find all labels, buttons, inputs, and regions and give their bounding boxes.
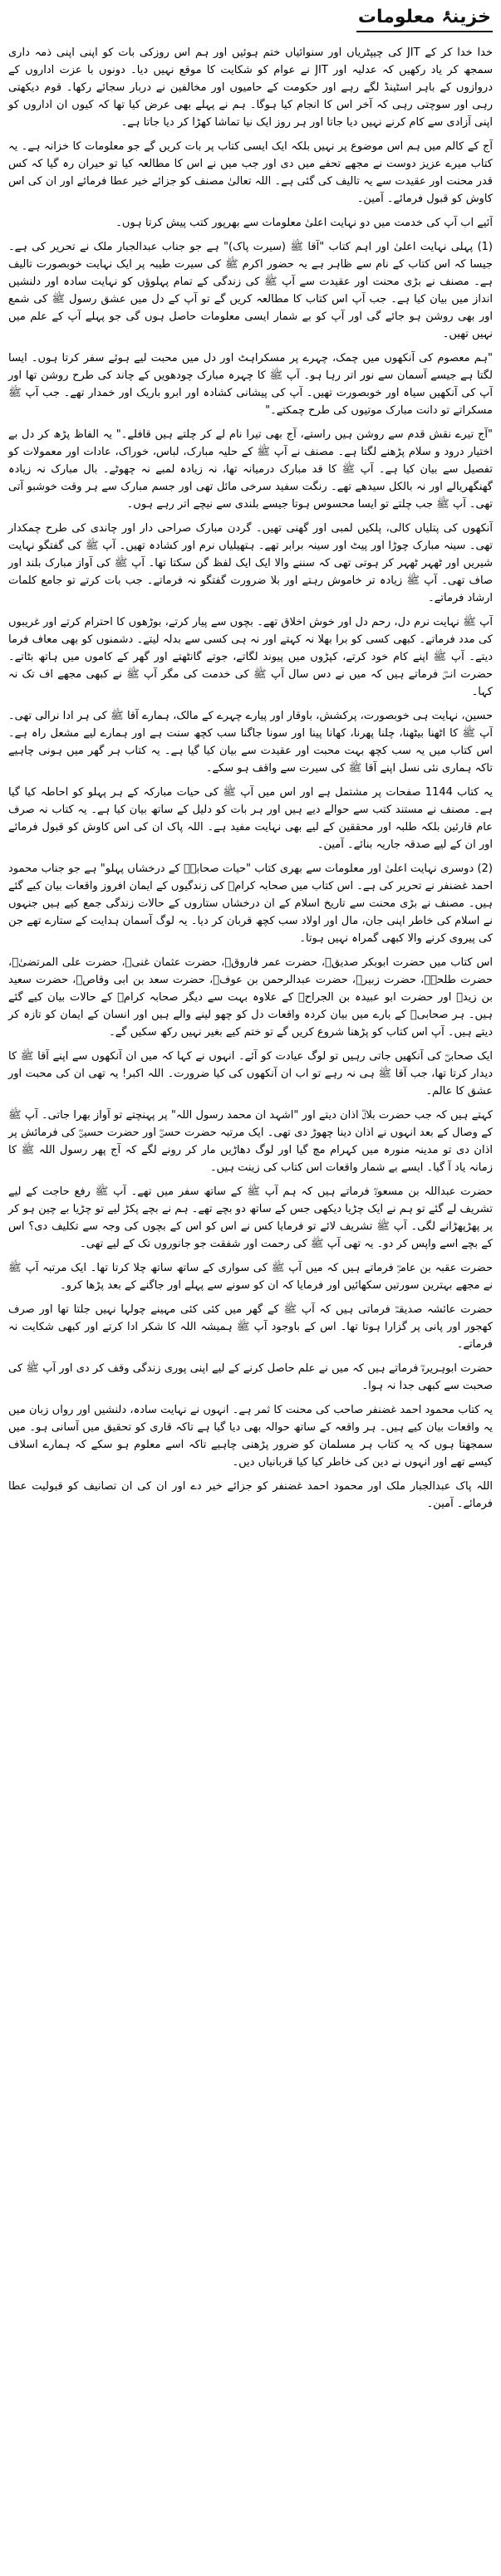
article-paragraph: اس کتاب میں حضرت ابوبکر صدیقؓ، حضرت عمر فاروقؓ، حضرت عثمان غنیؓ، حضرت علی المرتضیٰؓ، حضرت طلحہؓ، حضرت زبیرؓ، حضرت عبدالرحمن بن عوفؓ، حضرت سعد بن ابی وقاصؓ، حضرت سعید بن زیدؓ اور حضرت ابو عبیدہ بن الجراحؓ کے علاوہ بہت سے دیگر صحابہ کرامؓ کے حالات بیان کیے گئے ہیں۔ ہر صحابیؓ کے بارے میں بیان کردہ واقعات دل کو چھو لینے والے ہیں اور انسان کے ایمان کو تازہ کر دیتے ہیں۔ آپ اس کتاب کو پڑھنا شروع کریں گے تو ختم کیے بغیر نہیں رکھ سکیں گے۔ [8,956,493,1039]
article-paragraph: آپ ﷺ نہایت نرم دل، رحم دل اور خوش اخلاق تھے۔ بچوں سے پیار کرتے، بوڑھوں کا احترام کرتے اور غریبوں کی مدد فرماتے۔ کبھی کسی کو برا بھلا نہ کہتے اور نہ ہی کسی سے بدلہ لیتے۔ دشمنوں کو بھی معاف فرما دیتے۔ آپ ﷺ اپنے کام خود کرتے، کپڑوں میں پیوند لگاتے، جوتے گانٹھتے اور گھر کے کاموں میں ہاتھ بٹاتے۔ حضرت انسؓ فرماتے ہیں کہ میں نے دس سال آپ ﷺ کی خدمت کی مگر آپ ﷺ نے کبھی مجھے اف تک نہ کہا۔ [8,616,493,698]
article-paragraph: حضرت عقبہ بن عامرؓ فرماتے ہیں کہ میں آپ ﷺ کی سواری کے ساتھ ساتھ چلا کرتا تھا۔ ایک مرتبہ آپ ﷺ نے مجھے بہترین سورتیں سکھائیں اور فرمایا کہ ان کو سونے سے پہلے اور جاگنے کے بعد پڑھا کرو۔ [8,1262,493,1292]
article-paragraph: آج کے کالم میں ہم اس موضوع پر نہیں بلکہ ایک ایسی کتاب پر بات کریں گے جو معلومات کا خزانہ ہے۔ یہ کتاب میرے عزیز دوست نے مجھے تحفے میں دی اور جب میں نے اس کا مطالعہ کیا تو حیران رہ گیا کہ کس قدر محنت اور عقیدت سے یہ تالیف کی گئی ہے۔ اللہ تعالیٰ مصنف کو جزائے خیر عطا فرمائے اور ان کی اس کاوش کو قبول فرمائے۔ آمین۔ [8,140,493,205]
article-paragraph: اللہ پاک عبدالجبار ملک اور محمود احمد غضنفر کو جزائے خیر دے اور ان کی ان تصانیف کو قبولیت عطا فرمائے۔ آمین۔ [8,1480,493,1510]
article-paragraph: خدا خدا کر کے JIT کی چیپٹریاں اور سنوائیاں ختم ہوئیں اور ہم اس روزکی بات کو اپنی اپنی ذمہ داری سمجھ کر یاد رکھیں کہ عدلیہ اور JIT نے عوام کو شکایت کا موقع نہیں دیا۔ دونوں با عزت اداروں کے دروازوں کے باہر اسٹینڈ لگے رہے اور حکومت کے حامیوں اور مخالفین نے دربار سجائے رکھا۔ قوم دیکھتی رہی اور سوچتی رہی کہ آخر اس کا انجام کیا ہوگا۔ ہم نے پہلے بھی عرض کیا تھا کہ کیوں ان اداروں کو اپنی آزادی سے کام کرنے نہیں دیا جاتا اور ہر روز ایک نیا تماشا کھڑا کر دیا جاتا ہے۔ [8,46,493,129]
article-paragraph: حسین، نہایت ہی خوبصورت، پرکشش، باوقار اور پیارے چہرے کے مالک، ہمارے آقا ﷺ کی ہر ادا نرالی تھی۔ آپ ﷺ کا اٹھنا بیٹھنا، چلنا پھرنا، کھانا پینا اور سونا جاگنا سب کچھ سنت ہے اور ہمارے لیے مشعل راہ ہے۔ اس کتاب میں یہ سب کچھ بہت محبت اور عقیدت سے بیان کیا گیا ہے۔ یہ کتاب ہر گھر میں ہونی چاہیے تاکہ ہماری نئی نسل اپنے آقا ﷺ کی سیرت سے واقف ہو سکے۔ [8,710,493,775]
article-paragraph: یہ کتاب 1144 صفحات پر مشتمل ہے اور اس میں آپ ﷺ کی حیات مبارکہ کے ہر پہلو کو احاطہ کیا گیا ہے۔ مصنف نے مستند کتب سے حوالے دیے ہیں اور ہر بات کو دلیل کے ساتھ بیان کیا ہے۔ یہ کتاب نہ صرف عام قارئین بلکہ طلبہ اور محققین کے لیے بھی نہایت مفید ہے۔ اللہ پاک ان کی اس کاوش کو قبول فرمائے اور ان کے لیے صدقہ جاریہ بنائے۔ آمین۔ [8,786,493,851]
article-paragraph: "ہم معصوم کی آنکھوں میں چمک، چہرے پر مسکراہٹ اور دل میں محبت لیے ہوئے سفر کرتا ہوں۔ ایسا لگتا ہے جیسے آسمان سے نور اتر رہا ہو۔ آپ ﷺ کا چہرہ مبارک چودھویں کے چاند کی طرح روشن تھا اور آپ کی آنکھیں سیاہ اور خوبصورت تھیں۔ آپ کی پیشانی کشادہ اور ابرو باریک اور خمدار تھے۔ جب آپ ﷺ مسکراتے تو دانت مبارک موتیوں کی طرح چمکتے۔" [8,352,493,417]
article-paragraph: یہ کتاب محمود احمد غضنفر صاحب کی محنت کا ثمر ہے۔ انہوں نے نہایت سادہ، دلنشیں اور رواں زبان میں یہ واقعات بیان کیے ہیں۔ ہر واقعہ کے ساتھ حوالہ بھی دیا گیا ہے تاکہ قاری کو تحقیق میں آسانی ہو۔ میں سمجھتا ہوں کہ یہ کتاب ہر مسلمان کو ضرور پڑھنی چاہیے تاکہ اسے معلوم ہو سکے کہ ہمارے اسلاف کیسے تھے اور انہوں نے دین کی خاطر کیا کیا قربانیاں دیں۔ [8,1404,493,1469]
article-body [8,44,493,1513]
article-paragraph: (2) دوسری نہایت اعلیٰ اور معلومات سے بھری کتاب "حیات صحابہؓ کے درخشاں پہلو" ہے جو جناب محمود احمد غضنفر نے تحریر کی ہے۔ اس کتاب میں صحابہ کرامؓ کی زندگیوں کے ایمان افروز واقعات بیان کیے گئے ہیں۔ مصنف نے بڑی محنت سے تاریخ اسلام کے ان درخشاں ستاروں کے حالات زندگی جمع کیے ہیں جنہوں نے اسلام کی خاطر اپنی جان، مال اور اولاد سب کچھ قربان کر دیا۔ یہ لوگ آسمان ہدایت کے ستارے تھے جن کی پیروی کرنے والا کبھی گمراہ نہیں ہوتا۔ [8,863,493,945]
article-paragraph: حضرت ابوہریرہؓ فرماتے ہیں کہ میں نے علم حاصل کرنے کے لیے اپنی پوری زندگی وقف کر دی اور آپ ﷺ کی صحبت سے کبھی جدا نہ ہوا۔ [8,1362,493,1392]
article-paragraph: آنکھوں کی پتلیاں کالی، پلکیں لمبی اور گھنی تھیں۔ گردن مبارک صراحی دار اور چاندی کی طرح چمکدار تھی۔ سینہ مبارک چوڑا اور پیٹ اور سینہ برابر تھے۔ ہتھیلیاں نرم اور کشادہ تھیں۔ آپ ﷺ کی گفتگو نہایت شیریں اور ٹھہر ٹھہر کر ہوتی تھی کہ سننے والا ایک ایک لفظ گن سکتا تھا۔ آپ ﷺ کی آواز مبارک بلند اور صاف تھی۔ آپ ﷺ زیادہ تر خاموش رہتے اور بلا ضرورت گفتگو نہ فرماتے۔ جب بات کرتے تو جامع کلمات ارشاد فرماتے۔ [8,522,493,604]
article-paragraph: آئیے اب آپ کی خدمت میں دو نہایت اعلیٰ معلومات سے بھرپور کتب پیش کرتا ہوں۔ [115,217,493,229]
article-paragraph: "آج تیرے نقش قدم سے روشن ہیں راستے، آج بھی تیرا نام لے کر چلتے ہیں قافلے۔" یہ الفاظ پڑھ کر دل بے اختیار درود و سلام پڑھنے لگتا ہے۔ مصنف نے آپ ﷺ کے حلیہ مبارک، لباس، خوراک، عادات اور معمولات کو تفصیل سے بیان کیا ہے۔ آپ ﷺ کا قد مبارک درمیانہ تھا، نہ زیادہ لمبے نہ چھوٹے۔ بال مبارک نہ زیادہ گھنگھریالے اور نہ بالکل سیدھے تھے۔ رنگت سفید سرخی مائل تھی اور جسم مبارک سے ہر وقت خوشبو آتی تھی۔ آپ ﷺ جب چلتے تو ایسا محسوس ہوتا جیسے بلندی سے نیچے اتر رہے ہوں۔ [8,428,493,511]
article-paragraph: حضرت عائشہ صدیقہؓ فرماتی ہیں کہ آپ ﷺ کے گھر میں کئی کئی مہینے چولہا نہیں جلتا تھا اور صرف کھجور اور پانی پر گزارا ہوتا تھا۔ اس کے باوجود آپ ﷺ ہمیشہ اللہ کا شکر ادا کرتے اور کبھی شکایت نہ فرماتے۔ [8,1303,493,1351]
article-paragraph: کہتے ہیں کہ جب حضرت بلالؓ اذان دیتے اور "اشہد ان محمد رسول اللہ" پر پہنچتے تو آواز بھرا جاتی۔ آپ ﷺ کے وصال کے بعد انہوں نے اذان دینا چھوڑ دی تھی۔ ایک مرتبہ حضرت حسنؓ اور حضرت حسینؓ کی فرمائش پر اذان دی تو مدینہ منورہ میں کہرام مچ گیا اور لوگ دھاڑیں مار کر رونے لگے کہ آج پھر رسول اللہ ﷺ کا زمانہ یاد آ گیا۔ ایسے بے شمار واقعات اس کتاب کی زینت ہیں۔ [8,1109,493,1174]
article-paragraph: ایک صحابیؓ کی آنکھیں جاتی رہیں تو لوگ عیادت کو آئے۔ انہوں نے کہا کہ میں ان آنکھوں سے اپنے آقا ﷺ کا دیدار کرتا تھا، جب آقا ﷺ ہی نہ رہے تو اب ان آنکھوں کی کیا ضرورت۔ اللہ اکبر! یہ تھی ان کی محبت اور عشق کا عالم۔ [8,1050,493,1097]
article-paragraph: (1) پہلی نہایت اعلیٰ اور اہم کتاب "آقا ﷺ (سیرت پاک)" ہے جو جناب عبدالجبار ملک نے تحریر کی ہے۔ جیسا کہ اس کتاب کے نام سے ظاہر ہے یہ حضور اکرم ﷺ کی سیرت طیبہ پر ایک نہایت خوبصورت تالیف ہے۔ مصنف نے بڑی محنت اور عقیدت سے آپ ﷺ کی زندگی کے تمام پہلوؤں کو نہایت سادہ اور دلنشیں انداز میں بیان کیا ہے۔ جب آپ اس کتاب کا مطالعہ کریں گے تو آپ کے دل میں عشق رسول ﷺ کی شمع اور بھی روشن ہو جائے گی اور آپ کو بے شمار ایسی معلومات حاصل ہوں گی جو پہلے آپ کے علم میں نہیں تھیں۔ [8,241,493,340]
article-title: خزینۂ معلومات [356,5,493,32]
title-wrap [8,5,493,32]
article-paragraph: حضرت عبداللہ بن مسعودؓ فرماتے ہیں کہ ہم آپ ﷺ کے ساتھ سفر میں تھے۔ آپ ﷺ رفع حاجت کے لیے تشریف لے گئے تو ہم نے ایک چڑیا دیکھی جس کے ساتھ دو بچے تھے۔ ہم نے بچے پکڑ لیے تو چڑیا بے چین ہو کر پر پھڑپھڑانے لگی۔ آپ ﷺ تشریف لائے تو فرمایا کس نے اس کو اس کے بچوں کی وجہ سے تکلیف دی؟ اس کے بچے اسے واپس کر دو۔ یہ تھی آپ ﷺ کی رحمت اور شفقت جو جانوروں تک کے لیے تھی۔ [8,1185,493,1250]
